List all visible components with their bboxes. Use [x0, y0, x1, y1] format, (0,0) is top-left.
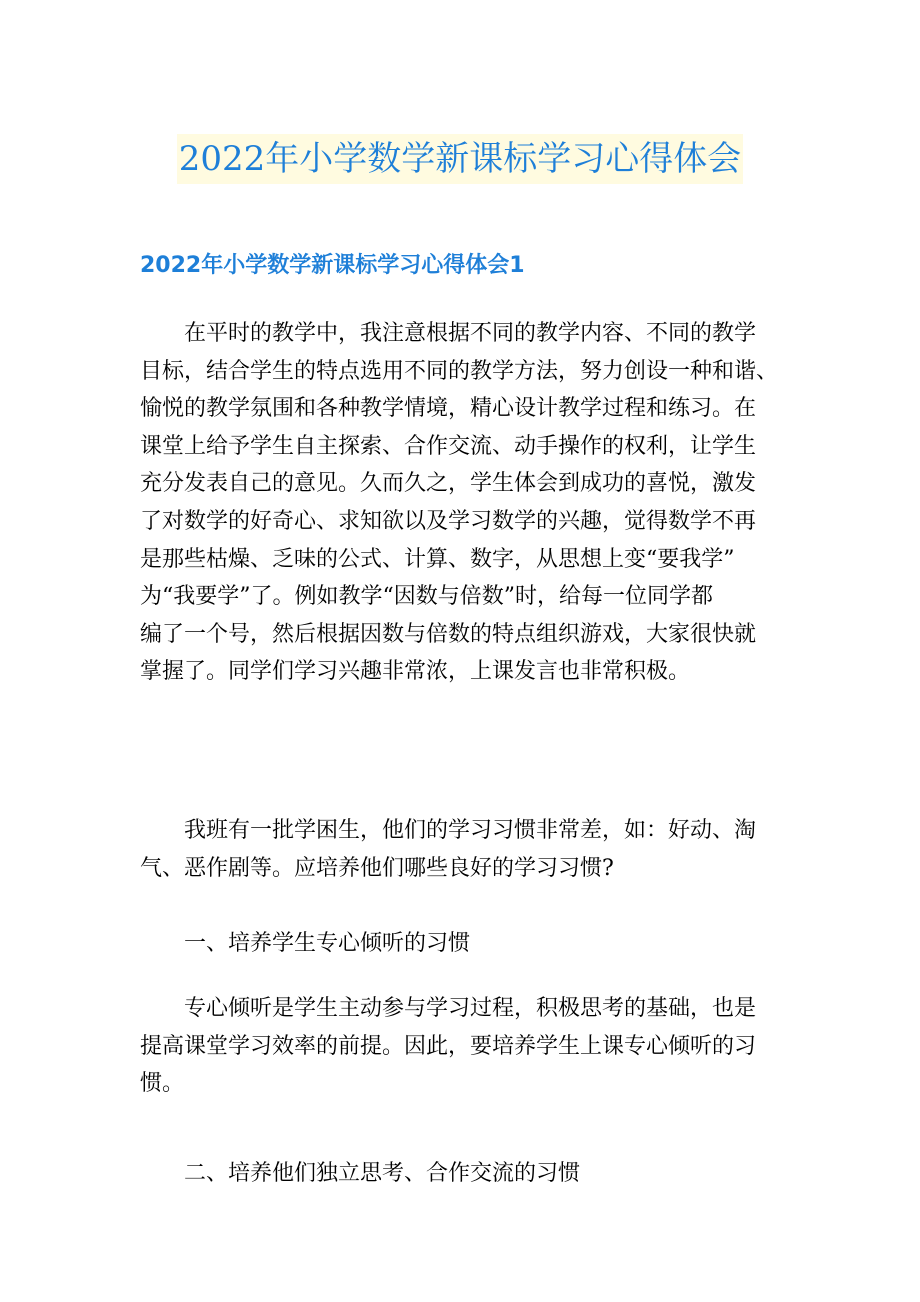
- document-title: [0, 134, 920, 184]
- paragraph-5-subheading: [140, 1155, 790, 1193]
- paragraph-line: 二、培养他们独立思考、合作交流的习惯: [184, 1161, 581, 1186]
- paragraph-line: 专心倾听是学生主动参与学习过程，积极思考的基础，也是: [184, 996, 757, 1021]
- paragraph-line: 充分发表自己的意见。久而久之，学生体会到成功的喜悦，激发: [140, 471, 757, 497]
- paragraph-line: 课堂上给予学生自主探索、合作交流、动手操作的权利，让学生: [140, 433, 757, 459]
- paragraph-line: 是那些枯燥、乏味的公式、计算、数字，从思想上变“要我学”: [140, 546, 735, 572]
- paragraph-3-subheading: [140, 925, 790, 963]
- paragraph-line: 气、恶作剧等。应培养他们哪些良好的学习习惯?: [140, 855, 614, 881]
- paragraph-line: 编了一个号，然后根据因数与倍数的特点组织游戏，大家很快就: [140, 621, 757, 647]
- paragraph-line: 提高课堂学习效率的前提。因此，要培养学生上课专心倾听的习: [140, 1033, 757, 1059]
- paragraph-2: [140, 812, 790, 887]
- paragraph-line: 一、培养学生专心倾听的习惯: [184, 931, 471, 956]
- section-heading: 2022年小学数学新课标学习心得体会1: [140, 253, 525, 278]
- document-title-text: 2022年小学数学新课标学习心得体会: [177, 134, 744, 184]
- paragraph-line: 惯。: [140, 1071, 185, 1097]
- paragraph-line: 目标，结合学生的特点选用不同的教学方法，努力创设一种和谐、: [140, 358, 779, 384]
- paragraph-1: [140, 315, 790, 691]
- paragraph-4: [140, 990, 790, 1103]
- paragraph-line: 了对数学的好奇心、求知欲以及学习数学的兴趣，觉得数学不再: [140, 508, 757, 534]
- paragraph-line: 我班有一批学困生，他们的学习习惯非常差，如：好动、淘: [184, 818, 757, 843]
- paragraph-line: 为“我要学”了。例如教学“因数与倍数”时，给每一位同学都: [140, 584, 713, 610]
- paragraph-line: 掌握了。同学们学习兴趣非常浓，上课发言也非常积极。: [140, 659, 691, 685]
- paragraph-line: 愉悦的教学氛围和各种教学情境，精心设计教学过程和练习。在: [140, 396, 757, 422]
- paragraph-line: 在平时的教学中，我注意根据不同的教学内容、不同的教学: [184, 321, 757, 346]
